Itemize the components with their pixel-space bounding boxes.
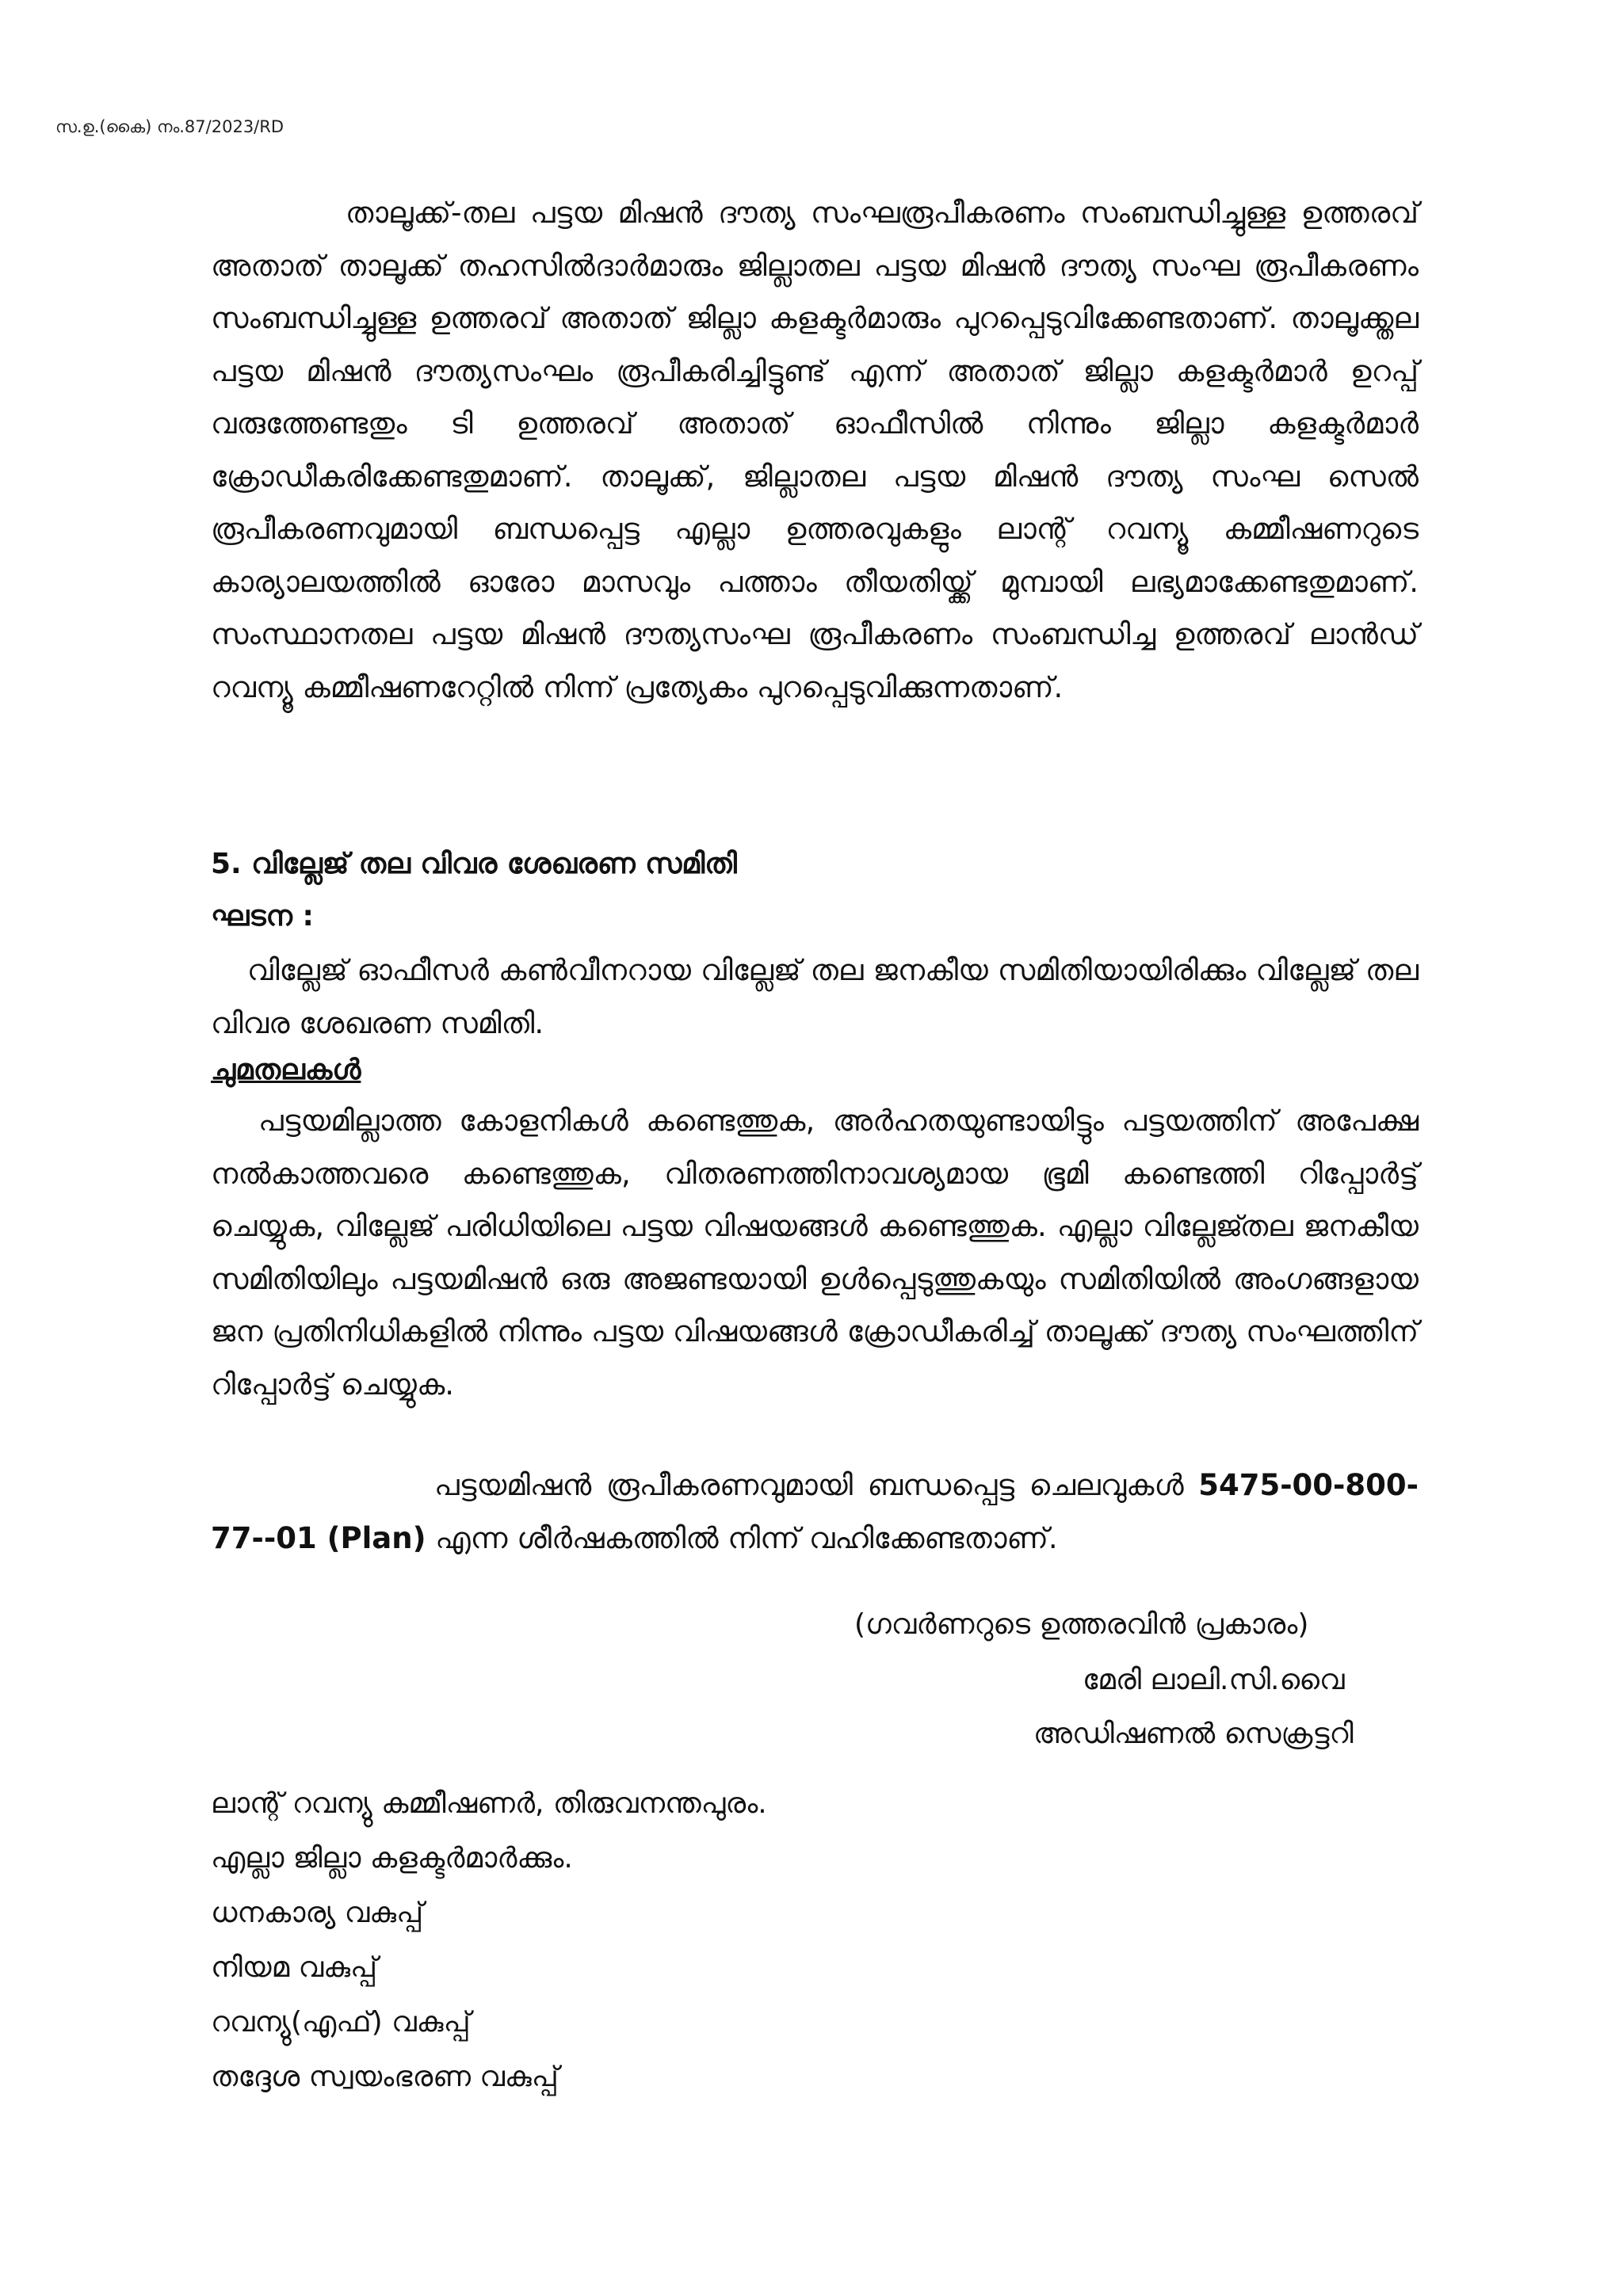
expense-paragraph xyxy=(211,1459,1419,1565)
composition-text: വില്ലേജ് ഓഫീസർ കൺവീനറായ വില്ലേജ് തല ജനകീയ സമിതിയായിരിക്കും വില്ലേജ് തല വിവര ശേഖരണ സമിതി. xyxy=(211,953,1419,1040)
paragraph-text: താലൂക്ക്-തല പട്ടയ മിഷൻ ദൗത്യ സംഘരൂപീകരണം സംബന്ധിച്ചുള്ള ഉത്തരവ് അതാത് താലൂക്ക് തഹസിൽദാർമാരും ജില്ലാതല പട്ടയ മിഷൻ ദൗത്യ സംഘ രൂപീകരണം സംബന്ധിച്ചുള്ള ഉത്തരവ് അതാത് ജില്ലാ കളക്ടർമാരും പുറപ്പെടുവിക്കേണ്ടതാണ്. താലൂക്ക്തല പട്ടയ മിഷൻ ദൗത്യസംഘം രൂപീകരിച്ചിട്ടുണ്ട് എന്ന് അതാത് ജില്ലാ കളക്ടർമാർ ഉറപ്പ് വരുത്തേണ്ടതും ടി ഉത്തരവ് അതാത് ഓഫീസിൽ നിന്നും ജില്ലാ കളക്ടർമാർ ക്രോഡീകരിക്കേണ്ടതുമാണ്. താലൂക്ക്, ജില്ലാതല പട്ടയ മിഷൻ ദൗത്യ സംഘ സെൽ രൂപീകരണവുമായി ബന്ധപ്പെട്ട എല്ലാ ഉത്തരവുകളും ലാന്റ് റവന്യൂ കമ്മീഷണറുടെ കാര്യാലയത്തിൽ ഓരോ മാസവും പത്താം തീയതിയ്ക്ക് മുമ്പായി ലഭ്യമാക്കേണ്ടതുമാണ്. സംസ്ഥാനതല പട്ടയ മിഷൻ ദൗത്യസംഘ രൂപീകരണം സംബന്ധിച്ച ഉത്തരവ് ലാൻഡ് റവന്യൂ കമ്മീഷണറേറ്റിൽ നിന്ന് പ്രത്യേകം പുറപ്പെടുവിക്കുന്നതാണ്. xyxy=(211,196,1419,704)
copy-to-item: നിയമ വകുപ്പ് xyxy=(211,1951,378,1984)
signatory-designation: അഡിഷണൽ സെക്രട്ടറി xyxy=(1033,1718,1354,1750)
duties-label: ചുമതലകൾ xyxy=(211,1054,361,1086)
copy-to-item: ലാന്റ് റവന്യു കമ്മീഷണർ, തിരുവനന്തപുരം. xyxy=(211,1787,767,1820)
by-order-of-governor: (ഗവർണറുടെ ഉത്തരവിൻ പ്രകാരം) xyxy=(854,1608,1309,1641)
expense-text-start: പട്ടയമിഷൻ രൂപീകരണവുമായി ബന്ധപ്പെട്ട ചെലവുകൾ xyxy=(434,1468,1199,1502)
order-reference: സ.ഉ.(കൈ) നം.87/2023/RD xyxy=(55,117,285,136)
signatory-name: മേരി ലാലി.സി.വൈ xyxy=(1083,1664,1345,1696)
section-5-title: 5. വില്ലേജ് തല വിവര ശേഖരണ സമിതി xyxy=(211,848,737,880)
duties-paragraph xyxy=(211,1095,1419,1411)
copy-to-item: തദ്ദേശ സ്വയംഭരണ വകുപ്പ് xyxy=(211,2061,559,2093)
expense-head-code: 5475-00-800-77--01 (Plan) xyxy=(211,1468,1419,1555)
paragraph-patta-mission-orders xyxy=(211,187,1419,714)
composition-paragraph xyxy=(211,944,1419,1050)
copy-to-list xyxy=(211,1776,767,2104)
expense-text-end: എന്ന ശീർഷകത്തിൽ നിന്ന് വഹിക്കേണ്ടതാണ്. xyxy=(426,1520,1058,1555)
copy-to-item: ധനകാര്യ വകുപ്പ് xyxy=(211,1897,424,1929)
copy-to-item: എല്ലാ ജില്ലാ കളക്ടർമാർക്കും. xyxy=(211,1842,573,1875)
copy-to-item: റവന്യു(എഫ്) വകുപ്പ് xyxy=(211,2006,471,2039)
composition-label: ഘടന : xyxy=(211,900,314,933)
duties-text: പട്ടയമില്ലാത്ത കോളനികൾ കണ്ടെത്തുക, അർഹതയുണ്ടായിട്ടും പട്ടയത്തിന് അപേക്ഷ നൽകാത്തവരെ കണ്ടെത്തുക, വിതരണത്തിനാവശ്യമായ ഭൂമി കണ്ടെത്തി റിപ്പോർട്ട് ചെയ്യുക, വില്ലേജ് പരിധിയിലെ പട്ടയ വിഷയങ്ങൾ കണ്ടെത്തുക. എല്ലാ വില്ലേജ്തല ജനകീയ സമിതിയിലും പട്ടയമിഷൻ ഒരു അജണ്ടയായി ഉൾപ്പെടുത്തുകയും സമിതിയിൽ അംഗങ്ങളായ ജന പ്രതിനിധികളിൽ നിന്നും പട്ടയ വിഷയങ്ങൾ ക്രോഡീകരിച്ച് താലൂക്ക് ദൗത്യ സംഘത്തിന് റിപ്പോർട്ട് ചെയ്യുക. xyxy=(211,1104,1419,1402)
